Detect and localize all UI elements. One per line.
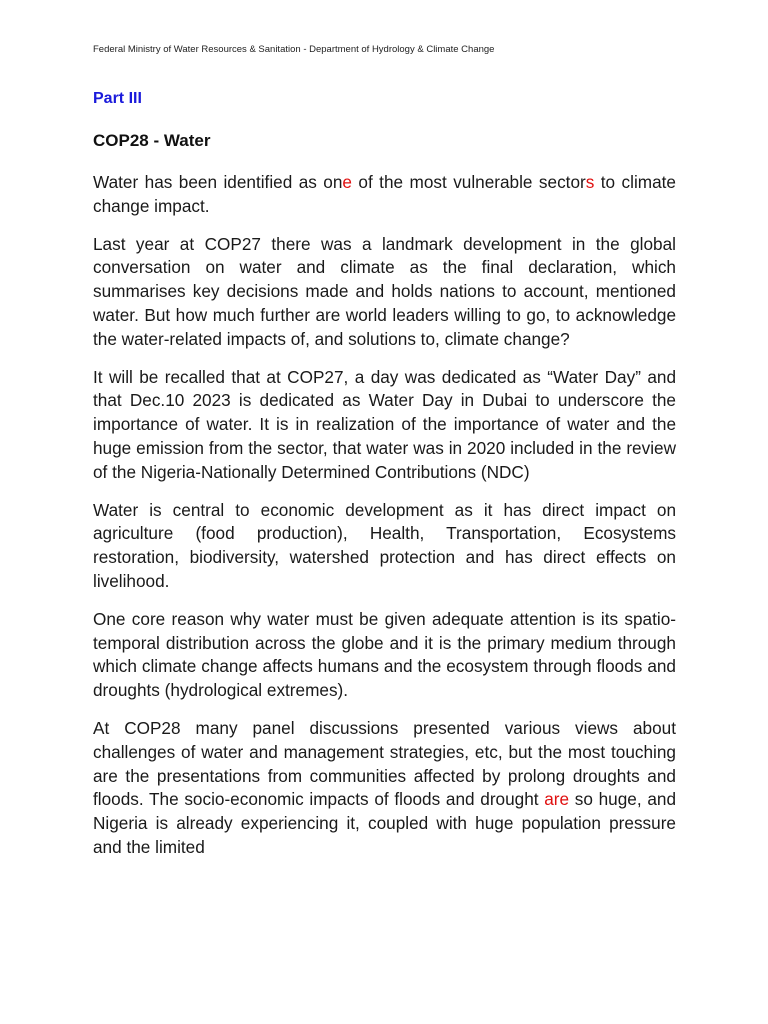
paragraph-6 xyxy=(93,717,676,860)
part-label: Part III xyxy=(93,90,142,107)
paragraph-4: Water is central to economic development as it has direct impact on agriculture (food production), Health, Transportation, Ecosystems restoration, biodiversity, watershed protection and has direct effects on livelihood. xyxy=(93,499,676,591)
paragraph-6-text: At COP28 many panel discussions presented various views about challenges of water and management strategies, etc, but the most touching are the presentations from communities affected by prolong droughts and floods. The socio-economic impacts of floods and drought xyxy=(93,717,676,810)
highlighted-word: are xyxy=(544,789,570,810)
running-header: Federal Ministry of Water Resources & Sanitation - Department of Hydrology & Climate Change xyxy=(93,44,495,55)
paragraph-1-text: to climate change impact. xyxy=(93,172,676,216)
paragraph-2: Last year at COP27 there was a landmark development in the global conversation on water and climate as the final declaration, which summarises key decisions made and holds nations to account, mentioned water. But how much further are world leaders willing to go, to acknowledge the water-related impacts of, and solutions to, climate change? xyxy=(93,233,676,349)
paragraph-5: One core reason why water must be given adequate attention is its spatio-temporal distribution across the globe and it is the primary medium through which climate change affects humans and the ecosystem through floods and droughts (hydrological extremes). xyxy=(93,608,676,701)
highlighted-letter: s xyxy=(585,172,595,192)
paragraph-1-text: Water has been identified as on xyxy=(93,172,343,192)
paragraph-1-text: of the most vulnerable sector xyxy=(351,172,586,192)
highlighted-letter: e xyxy=(342,172,352,192)
body-text xyxy=(93,171,676,874)
paragraph-6-text: so huge, and Nigeria is already experiencing it, coupled with huge population pressure and the limited xyxy=(93,789,676,857)
paragraph-1 xyxy=(93,171,676,219)
section-title: COP28 - Water xyxy=(93,131,211,150)
paragraph-3: It will be recalled that at COP27, a day was dedicated as “Water Day” and that Dec.10 2023 is dedicated as Water Day in Dubai to underscore the importance of water. It is in realization of the importance of water and the huge emission from the sector, that water was in 2020 included in the review of the Nigeria-Nationally Determined Contributions (NDC) xyxy=(93,366,676,482)
